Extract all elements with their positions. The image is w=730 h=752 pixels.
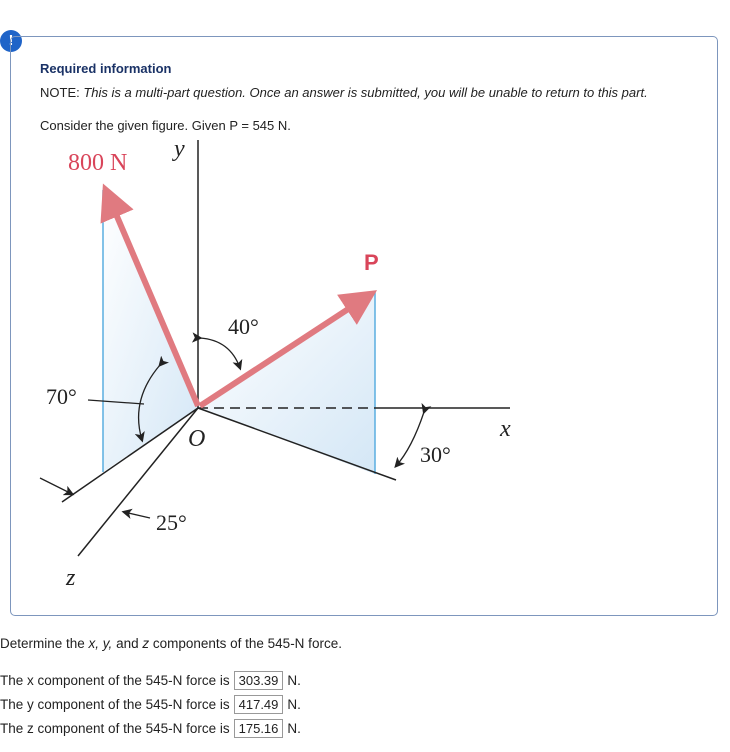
alert-icon: ! [0, 30, 22, 52]
question-vars: x, y, [88, 636, 113, 651]
angle-70-label: 70° [46, 384, 77, 409]
question-text [0, 636, 342, 651]
angle-25-label: 25° [156, 510, 187, 535]
z-axis-label: z [66, 565, 76, 591]
answer-input-y[interactable]: 417.49 [234, 695, 284, 714]
base-arrow-left [40, 478, 72, 494]
angle-40-arc [200, 338, 240, 368]
answer-label: The y component of the 545-N force is [0, 697, 230, 712]
answer-unit: N. [287, 673, 301, 688]
question-prefix: Determine the [0, 636, 89, 651]
answer-row-x [0, 671, 301, 691]
answer-label: The x component of the 545-N force is [0, 673, 230, 688]
answer-unit: N. [287, 697, 301, 712]
note-text [40, 86, 690, 100]
question-var-z: z [142, 636, 150, 651]
x-axis-label: x [500, 416, 511, 442]
question-mid: and [112, 636, 143, 651]
note-label: NOTE: [40, 85, 80, 100]
info-title: Required information [40, 61, 172, 76]
answer-input-z[interactable]: 175.16 [234, 719, 284, 738]
answer-row-y [0, 695, 301, 715]
plane-800n [103, 190, 198, 472]
force-800n-label: 800 N [68, 150, 128, 176]
origin-label: O [188, 426, 206, 452]
angle-40-label: 40° [228, 314, 259, 339]
consider-text: Consider the given figure. Given P = 545 N. [40, 118, 291, 133]
question-suffix: components of the 545-N force. [149, 636, 342, 651]
angle-30-label: 30° [420, 442, 451, 467]
force-p-label: P [364, 250, 379, 275]
plane-p [198, 292, 375, 474]
answer-row-z [0, 719, 301, 739]
y-axis-label: y [174, 136, 185, 162]
answer-unit: N. [287, 721, 301, 736]
answer-label: The z component of the 545-N force is [0, 721, 230, 736]
force-figure [0, 130, 730, 600]
note-body: This is a multi-part question. Once an answer is submitted, you will be unable to return to this part. [83, 85, 648, 100]
answer-input-x[interactable]: 303.39 [234, 671, 284, 690]
angle-25-arrow [124, 512, 150, 518]
